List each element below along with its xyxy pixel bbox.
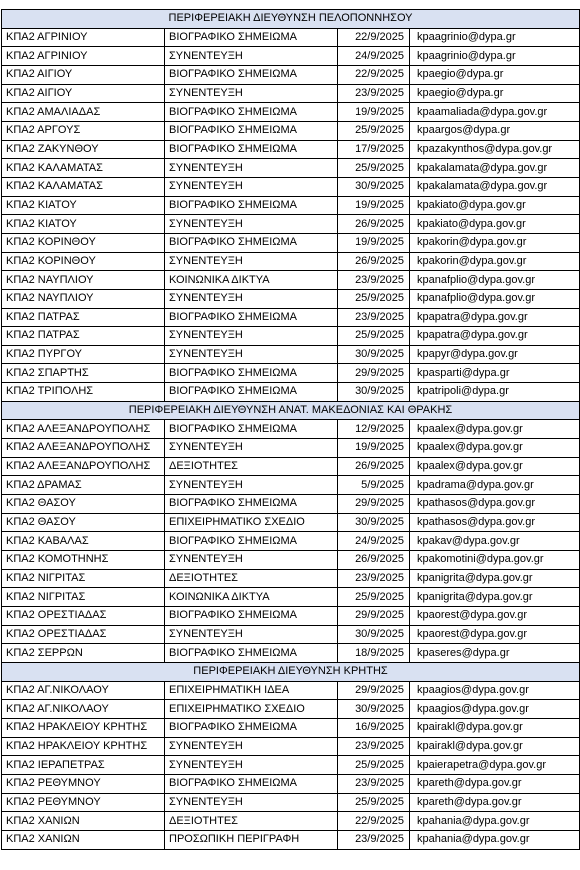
topic-cell: ΔΕΞΙΟΤΗΤΕΣ <box>165 457 338 476</box>
table-row <box>2 271 580 290</box>
section-title: ΠΕΡΙΦΕΡΕΙΑΚΗ ΔΙΕΥΘΥΝΣΗ ΚΡΗΤΗΣ <box>2 662 580 681</box>
date-cell: 23/9/2025 <box>338 84 410 103</box>
table-row <box>2 718 580 737</box>
date-cell: 19/9/2025 <box>338 103 410 122</box>
table-row <box>2 513 580 532</box>
date-cell: 23/9/2025 <box>338 737 410 756</box>
table-row <box>2 681 580 700</box>
office-name-cell: ΚΠΑ2 ΠΑΤΡΑΣ <box>2 308 165 327</box>
email-cell: kpazakynthos@dypa.gov.gr <box>410 140 580 159</box>
office-name-cell: ΚΠΑ2 ΔΡΑΜΑΣ <box>2 476 165 495</box>
table-row <box>2 65 580 84</box>
topic-cell: ΣΥΝΕΝΤΕΥΞΗ <box>165 737 338 756</box>
topic-cell: ΣΥΝΕΝΤΕΥΞΗ <box>165 47 338 66</box>
topic-cell: ΣΥΝΕΝΤΕΥΞΗ <box>165 159 338 178</box>
office-name-cell: ΚΠΑ2 ΟΡΕΣΤΙΑΔΑΣ <box>2 625 165 644</box>
schedule-table-body <box>2 10 580 850</box>
email-cell: kpaagios@dypa.gov.gr <box>410 681 580 700</box>
topic-cell: ΣΥΝΕΝΤΕΥΞΗ <box>165 476 338 495</box>
office-name-cell: ΚΠΑ2 ΑΛΕΞΑΝΔΡΟΥΠΟΛΗΣ <box>2 439 165 458</box>
topic-cell: ΣΥΝΕΝΤΕΥΞΗ <box>165 345 338 364</box>
table-row <box>2 345 580 364</box>
office-name-cell: ΚΠΑ2 ΚΟΡΙΝΘΟΥ <box>2 252 165 271</box>
table-row <box>2 159 580 178</box>
email-cell: kpaargos@dypa.gr <box>410 121 580 140</box>
topic-cell: ΒΙΟΓΡΑΦΙΚΟ ΣΗΜΕΙΩΜΑ <box>165 644 338 663</box>
table-row <box>2 233 580 252</box>
table-row <box>2 140 580 159</box>
office-name-cell: ΚΠΑ2 ΑΙΓΙΟΥ <box>2 84 165 103</box>
email-cell: kpapatra@dypa.gov.gr <box>410 327 580 346</box>
date-cell: 25/9/2025 <box>338 756 410 775</box>
table-row <box>2 308 580 327</box>
topic-cell: ΣΥΝΕΝΤΕΥΞΗ <box>165 625 338 644</box>
table-row <box>2 289 580 308</box>
email-cell: kpakorin@dypa.gov.gr <box>410 233 580 252</box>
email-cell: kpaalex@dypa.gov.gr <box>410 420 580 439</box>
date-cell: 30/9/2025 <box>338 513 410 532</box>
date-cell: 19/9/2025 <box>338 196 410 215</box>
email-cell: kpaegio@dypa.gr <box>410 65 580 84</box>
topic-cell: ΒΙΟΓΡΑΦΙΚΟ ΣΗΜΕΙΩΜΑ <box>165 196 338 215</box>
date-cell: 19/9/2025 <box>338 439 410 458</box>
table-row <box>2 364 580 383</box>
date-cell: 26/9/2025 <box>338 457 410 476</box>
email-cell: kpathasos@dypa.gov.gr <box>410 513 580 532</box>
email-cell: kpanigrita@dypa.gov.gr <box>410 588 580 607</box>
office-name-cell: ΚΠΑ2 ΧΑΝΙΩΝ <box>2 812 165 831</box>
date-cell: 25/9/2025 <box>338 327 410 346</box>
table-row <box>2 383 580 402</box>
table-row <box>2 644 580 663</box>
email-cell: kpakomotini@dypa.gov.gr <box>410 551 580 570</box>
topic-cell: ΒΙΟΓΡΑΦΙΚΟ ΣΗΜΕΙΩΜΑ <box>165 65 338 84</box>
email-cell: kpareth@dypa.gov.gr <box>410 774 580 793</box>
email-cell: kpasparti@dypa.gr <box>410 364 580 383</box>
email-cell: kpahania@dypa.gov.gr <box>410 812 580 831</box>
date-cell: 23/9/2025 <box>338 774 410 793</box>
table-row <box>2 457 580 476</box>
topic-cell: ΒΙΟΓΡΑΦΙΚΟ ΣΗΜΕΙΩΜΑ <box>165 103 338 122</box>
topic-cell: ΣΥΝΕΝΤΕΥΞΗ <box>165 84 338 103</box>
date-cell: 12/9/2025 <box>338 420 410 439</box>
topic-cell: ΣΥΝΕΝΤΕΥΞΗ <box>165 289 338 308</box>
table-row <box>2 84 580 103</box>
office-name-cell: ΚΠΑ2 ΘΑΣΟΥ <box>2 495 165 514</box>
date-cell: 30/9/2025 <box>338 383 410 402</box>
date-cell: 25/9/2025 <box>338 588 410 607</box>
table-row <box>2 551 580 570</box>
topic-cell: ΒΙΟΓΡΑΦΙΚΟ ΣΗΜΕΙΩΜΑ <box>165 532 338 551</box>
topic-cell: ΣΥΝΕΝΤΕΥΞΗ <box>165 439 338 458</box>
email-cell: kpatripoli@dypa.gr <box>410 383 580 402</box>
date-cell: 29/9/2025 <box>338 681 410 700</box>
date-cell: 16/9/2025 <box>338 718 410 737</box>
email-cell: kpaalex@dypa.gov.gr <box>410 439 580 458</box>
topic-cell: ΣΥΝΕΝΤΕΥΞΗ <box>165 756 338 775</box>
table-row <box>2 252 580 271</box>
office-name-cell: ΚΠΑ2 ΑΓ.ΝΙΚΟΛΑΟΥ <box>2 700 165 719</box>
email-cell: kpakalamata@dypa.gov.gr <box>410 177 580 196</box>
table-row <box>2 625 580 644</box>
email-cell: kpaseres@dypa.gr <box>410 644 580 663</box>
date-cell: 29/9/2025 <box>338 495 410 514</box>
topic-cell: ΔΕΞΙΟΤΗΤΕΣ <box>165 569 338 588</box>
topic-cell: ΒΙΟΓΡΑΦΙΚΟ ΣΗΜΕΙΩΜΑ <box>165 233 338 252</box>
date-cell: 24/9/2025 <box>338 47 410 66</box>
date-cell: 23/9/2025 <box>338 308 410 327</box>
topic-cell: ΠΡΟΣΩΠΙΚΗ ΠΕΡΙΓΡΑΦΗ <box>165 830 338 849</box>
office-name-cell: ΚΠΑ2 ΝΑΥΠΛΙΟΥ <box>2 289 165 308</box>
section-header-row <box>2 662 580 681</box>
email-cell: kpadrama@dypa.gov.gr <box>410 476 580 495</box>
email-cell: kpanafplio@dypa.gov.gr <box>410 271 580 290</box>
office-name-cell: ΚΠΑ2 ΠΑΤΡΑΣ <box>2 327 165 346</box>
date-cell: 26/9/2025 <box>338 252 410 271</box>
office-name-cell: ΚΠΑ2 ΑΓΡΙΝΙΟΥ <box>2 47 165 66</box>
table-row <box>2 439 580 458</box>
date-cell: 25/9/2025 <box>338 121 410 140</box>
table-row <box>2 196 580 215</box>
table-row <box>2 756 580 775</box>
table-row <box>2 737 580 756</box>
email-cell: kpahania@dypa.gov.gr <box>410 830 580 849</box>
table-row <box>2 532 580 551</box>
office-name-cell: ΚΠΑ2 ΠΥΡΓΟΥ <box>2 345 165 364</box>
office-name-cell: ΚΠΑ2 ΚΟΡΙΝΘΟΥ <box>2 233 165 252</box>
office-name-cell: ΚΠΑ2 ΡΕΘΥΜΝΟΥ <box>2 774 165 793</box>
topic-cell: ΣΥΝΕΝΤΕΥΞΗ <box>165 177 338 196</box>
date-cell: 23/9/2025 <box>338 271 410 290</box>
table-row <box>2 177 580 196</box>
office-name-cell: ΚΠΑ2 ΚΟΜΟΤΗΝΗΣ <box>2 551 165 570</box>
table-row <box>2 588 580 607</box>
schedule-table <box>1 9 580 850</box>
topic-cell: ΚΟΙΝΩΝΙΚΑ ΔΙΚΤΥΑ <box>165 271 338 290</box>
topic-cell: ΒΙΟΓΡΑΦΙΚΟ ΣΗΜΕΙΩΜΑ <box>165 364 338 383</box>
topic-cell: ΕΠΙΧΕΙΡΗΜΑΤΙΚΟ ΣΧΕΔΙΟ <box>165 513 338 532</box>
topic-cell: ΒΙΟΓΡΑΦΙΚΟ ΣΗΜΕΙΩΜΑ <box>165 420 338 439</box>
office-name-cell: ΚΠΑ2 ΙΕΡΑΠΕΤΡΑΣ <box>2 756 165 775</box>
section-title: ΠΕΡΙΦΕΡΕΙΑΚΗ ΔΙΕΥΘΥΝΣΗ ΠΕΛΟΠΟΝΝΗΣΟΥ <box>2 10 580 29</box>
table-row <box>2 420 580 439</box>
office-name-cell: ΚΠΑ2 ΚΑΛΑΜΑΤΑΣ <box>2 159 165 178</box>
topic-cell: ΒΙΟΓΡΑΦΙΚΟ ΣΗΜΕΙΩΜΑ <box>165 308 338 327</box>
email-cell: kpairakl@dypa.gov.gr <box>410 718 580 737</box>
topic-cell: ΕΠΙΧΕΙΡΗΜΑΤΙΚΗ ΙΔΕΑ <box>165 681 338 700</box>
office-name-cell: ΚΠΑ2 ΖΑΚΥΝΘΟΥ <box>2 140 165 159</box>
date-cell: 24/9/2025 <box>338 532 410 551</box>
date-cell: 22/9/2025 <box>338 812 410 831</box>
email-cell: kpaagios@dypa.gov.gr <box>410 700 580 719</box>
office-name-cell: ΚΠΑ2 ΣΠΑΡΤΗΣ <box>2 364 165 383</box>
topic-cell: ΒΙΟΓΡΑΦΙΚΟ ΣΗΜΕΙΩΜΑ <box>165 383 338 402</box>
date-cell: 25/9/2025 <box>338 793 410 812</box>
email-cell: kpaierapetra@dypa.gov.gr <box>410 756 580 775</box>
section-title: ΠΕΡΙΦΕΡΕΙΑΚΗ ΔΙΕΥΘΥΝΣΗ ΑΝΑΤ. ΜΑΚΕΔΟΝΙΑΣ ΚΑΙ ΘΡΑΚΗΣ <box>2 401 580 420</box>
email-cell: kpareth@dypa.gov.gr <box>410 793 580 812</box>
office-name-cell: ΚΠΑ2 ΧΑΝΙΩΝ <box>2 830 165 849</box>
office-name-cell: ΚΠΑ2 ΝΙΓΡΙΤΑΣ <box>2 588 165 607</box>
date-cell: 22/9/2025 <box>338 65 410 84</box>
topic-cell: ΒΙΟΓΡΑΦΙΚΟ ΣΗΜΕΙΩΜΑ <box>165 495 338 514</box>
office-name-cell: ΚΠΑ2 ΚΙΑΤΟΥ <box>2 215 165 234</box>
email-cell: kpakalamata@dypa.gov.gr <box>410 159 580 178</box>
email-cell: kpakorin@dypa.gov.gr <box>410 252 580 271</box>
email-cell: kpairakl@dypa.gov.gr <box>410 737 580 756</box>
email-cell: kpaagrinio@dypa.gr <box>410 28 580 47</box>
email-cell: kpaamaliada@dypa.gov.gr <box>410 103 580 122</box>
table-row <box>2 495 580 514</box>
table-row <box>2 607 580 626</box>
email-cell: kpaorest@dypa.gov.gr <box>410 607 580 626</box>
table-row <box>2 103 580 122</box>
email-cell: kpaagrinio@dypa.gr <box>410 47 580 66</box>
office-name-cell: ΚΠΑ2 ΚΑΒΑΛΑΣ <box>2 532 165 551</box>
email-cell: kpanigrita@dypa.gov.gr <box>410 569 580 588</box>
table-row <box>2 121 580 140</box>
date-cell: 23/9/2025 <box>338 569 410 588</box>
office-name-cell: ΚΠΑ2 ΑΓ.ΝΙΚΟΛΑΟΥ <box>2 681 165 700</box>
topic-cell: ΒΙΟΓΡΑΦΙΚΟ ΣΗΜΕΙΩΜΑ <box>165 607 338 626</box>
topic-cell: ΕΠΙΧΕΙΡΗΜΑΤΙΚΟ ΣΧΕΔΙΟ <box>165 700 338 719</box>
table-row <box>2 215 580 234</box>
date-cell: 25/9/2025 <box>338 289 410 308</box>
date-cell: 29/9/2025 <box>338 364 410 383</box>
office-name-cell: ΚΠΑ2 ΟΡΕΣΤΙΑΔΑΣ <box>2 607 165 626</box>
date-cell: 26/9/2025 <box>338 215 410 234</box>
email-cell: kpaalex@dypa.gov.gr <box>410 457 580 476</box>
table-row <box>2 793 580 812</box>
date-cell: 23/9/2025 <box>338 830 410 849</box>
table-row <box>2 812 580 831</box>
date-cell: 26/9/2025 <box>338 551 410 570</box>
email-cell: kpathasos@dypa.gov.gr <box>410 495 580 514</box>
table-row <box>2 830 580 849</box>
section-header-row <box>2 10 580 29</box>
topic-cell: ΒΙΟΓΡΑΦΙΚΟ ΣΗΜΕΙΩΜΑ <box>165 121 338 140</box>
table-row <box>2 47 580 66</box>
office-name-cell: ΚΠΑ2 ΗΡΑΚΛΕΙΟΥ ΚΡΗΤΗΣ <box>2 737 165 756</box>
section-header-row <box>2 401 580 420</box>
table-row <box>2 700 580 719</box>
office-name-cell: ΚΠΑ2 ΑΛΕΞΑΝΔΡΟΥΠΟΛΗΣ <box>2 420 165 439</box>
topic-cell: ΒΙΟΓΡΑΦΙΚΟ ΣΗΜΕΙΩΜΑ <box>165 718 338 737</box>
email-cell: kpapyr@dypa.gov.gr <box>410 345 580 364</box>
date-cell: 17/9/2025 <box>338 140 410 159</box>
topic-cell: ΣΥΝΕΝΤΕΥΞΗ <box>165 215 338 234</box>
email-cell: kpakiato@dypa.gov.gr <box>410 215 580 234</box>
date-cell: 30/9/2025 <box>338 177 410 196</box>
table-row <box>2 774 580 793</box>
office-name-cell: ΚΠΑ2 ΗΡΑΚΛΕΙΟΥ ΚΡΗΤΗΣ <box>2 718 165 737</box>
topic-cell: ΒΙΟΓΡΑΦΙΚΟ ΣΗΜΕΙΩΜΑ <box>165 28 338 47</box>
office-name-cell: ΚΠΑ2 ΤΡΙΠΟΛΗΣ <box>2 383 165 402</box>
office-name-cell: ΚΠΑ2 ΑΡΓΟΥΣ <box>2 121 165 140</box>
email-cell: kpakav@dypa.gov.gr <box>410 532 580 551</box>
date-cell: 30/9/2025 <box>338 345 410 364</box>
date-cell: 19/9/2025 <box>338 233 410 252</box>
table-row <box>2 327 580 346</box>
office-name-cell: ΚΠΑ2 ΡΕΘΥΜΝΟΥ <box>2 793 165 812</box>
office-name-cell: ΚΠΑ2 ΑΓΡΙΝΙΟΥ <box>2 28 165 47</box>
topic-cell: ΒΙΟΓΡΑΦΙΚΟ ΣΗΜΕΙΩΜΑ <box>165 140 338 159</box>
office-name-cell: ΚΠΑ2 ΑΙΓΙΟΥ <box>2 65 165 84</box>
table-row <box>2 476 580 495</box>
topic-cell: ΣΥΝΕΝΤΕΥΞΗ <box>165 793 338 812</box>
office-name-cell: ΚΠΑ2 ΝΑΥΠΛΙΟΥ <box>2 271 165 290</box>
topic-cell: ΚΟΙΝΩΝΙΚΑ ΔΙΚΤΥΑ <box>165 588 338 607</box>
topic-cell: ΔΕΞΙΟΤΗΤΕΣ <box>165 812 338 831</box>
date-cell: 18/9/2025 <box>338 644 410 663</box>
office-name-cell: ΚΠΑ2 ΚΑΛΑΜΑΤΑΣ <box>2 177 165 196</box>
email-cell: kpakiato@dypa.gov.gr <box>410 196 580 215</box>
topic-cell: ΣΥΝΕΝΤΕΥΞΗ <box>165 327 338 346</box>
email-cell: kpapatra@dypa.gov.gr <box>410 308 580 327</box>
topic-cell: ΒΙΟΓΡΑΦΙΚΟ ΣΗΜΕΙΩΜΑ <box>165 774 338 793</box>
email-cell: kpaegio@dypa.gr <box>410 84 580 103</box>
date-cell: 29/9/2025 <box>338 607 410 626</box>
office-name-cell: ΚΠΑ2 ΑΜΑΛΙΑΔΑΣ <box>2 103 165 122</box>
date-cell: 22/9/2025 <box>338 28 410 47</box>
office-name-cell: ΚΠΑ2 ΝΙΓΡΙΤΑΣ <box>2 569 165 588</box>
email-cell: kpanafplio@dypa.gov.gr <box>410 289 580 308</box>
office-name-cell: ΚΠΑ2 ΘΑΣΟΥ <box>2 513 165 532</box>
office-name-cell: ΚΠΑ2 ΣΕΡΡΩΝ <box>2 644 165 663</box>
date-cell: 30/9/2025 <box>338 625 410 644</box>
table-row <box>2 569 580 588</box>
table-row <box>2 28 580 47</box>
email-cell: kpaorest@dypa.gov.gr <box>410 625 580 644</box>
office-name-cell: ΚΠΑ2 ΚΙΑΤΟΥ <box>2 196 165 215</box>
topic-cell: ΣΥΝΕΝΤΕΥΞΗ <box>165 252 338 271</box>
office-name-cell: ΚΠΑ2 ΑΛΕΞΑΝΔΡΟΥΠΟΛΗΣ <box>2 457 165 476</box>
date-cell: 5/9/2025 <box>338 476 410 495</box>
date-cell: 30/9/2025 <box>338 700 410 719</box>
topic-cell: ΣΥΝΕΝΤΕΥΞΗ <box>165 551 338 570</box>
date-cell: 25/9/2025 <box>338 159 410 178</box>
